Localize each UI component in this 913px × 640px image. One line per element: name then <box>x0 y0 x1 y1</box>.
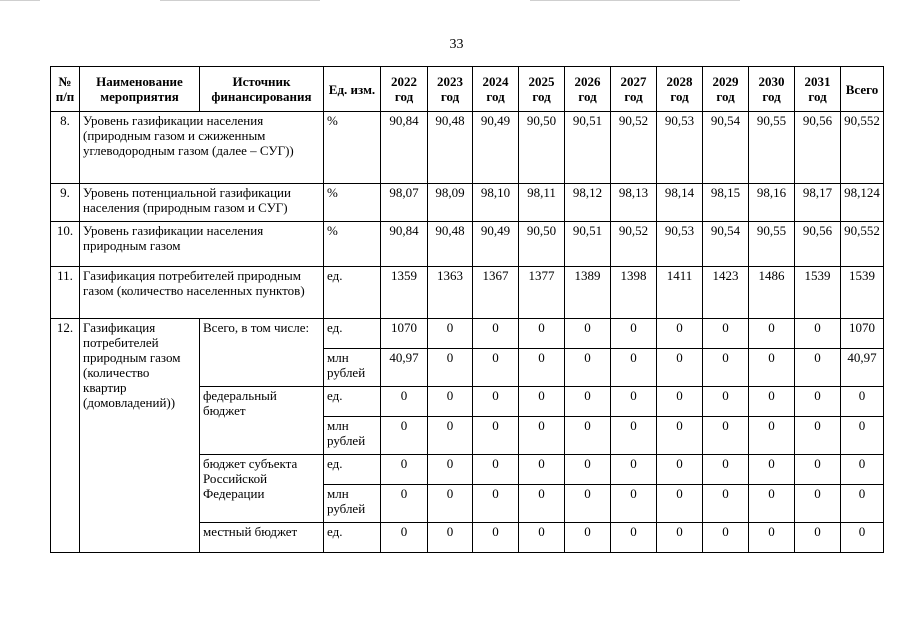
year-value: 90,54 <box>703 222 749 267</box>
header-year: 2025 год <box>519 67 565 112</box>
indicators-table <box>50 66 884 553</box>
year-value: 0 <box>473 523 519 553</box>
year-value: 98,09 <box>428 184 473 222</box>
row-unit: млн рублей <box>324 417 381 455</box>
year-value: 1539 <box>795 267 841 319</box>
year-value: 0 <box>703 417 749 455</box>
year-value: 0 <box>428 349 473 387</box>
scan-edge-line-right <box>530 0 740 1</box>
year-value: 0 <box>657 387 703 417</box>
year-value: 0 <box>795 417 841 455</box>
year-value: 0 <box>565 485 611 523</box>
year-value: 0 <box>381 417 428 455</box>
header-year: 2027 год <box>611 67 657 112</box>
year-value: 0 <box>611 523 657 553</box>
year-value: 90,56 <box>795 222 841 267</box>
year-value: 98,07 <box>381 184 428 222</box>
year-value: 1423 <box>703 267 749 319</box>
year-value: 90,55 <box>749 222 795 267</box>
funding-source: бюджет субъекта Российской Федерации <box>200 455 324 523</box>
year-value: 0 <box>565 523 611 553</box>
year-value: 0 <box>381 485 428 523</box>
row-name: Уровень газификации населения природным газом <box>80 222 324 267</box>
total-value: 0 <box>841 417 884 455</box>
year-value: 0 <box>611 349 657 387</box>
year-value: 90,49 <box>473 222 519 267</box>
year-value: 0 <box>519 417 565 455</box>
page-number: 33 <box>449 37 464 52</box>
year-value: 90,84 <box>381 112 428 184</box>
row-unit: млн рублей <box>324 349 381 387</box>
row-number: 12. <box>51 319 80 553</box>
row-name: Газификация потребителей природным газом (количество населенных пунктов) <box>80 267 324 319</box>
year-value: 0 <box>795 349 841 387</box>
row-name: Газификация потребителей природным газом (количество квартир (домовладений)) <box>80 319 200 553</box>
year-value: 40,97 <box>381 349 428 387</box>
year-value: 98,12 <box>565 184 611 222</box>
total-value: 0 <box>841 523 884 553</box>
year-value: 0 <box>428 485 473 523</box>
year-value: 0 <box>565 349 611 387</box>
year-value: 0 <box>795 523 841 553</box>
year-value: 0 <box>381 523 428 553</box>
year-value: 0 <box>428 417 473 455</box>
year-value: 0 <box>565 455 611 485</box>
year-value: 0 <box>428 455 473 485</box>
year-value: 0 <box>795 485 841 523</box>
total-value: 0 <box>841 455 884 485</box>
year-value: 90,48 <box>428 112 473 184</box>
row-unit: % <box>324 112 381 184</box>
total-value: 0 <box>841 485 884 523</box>
header-year: 2031 год <box>795 67 841 112</box>
year-value: 90,49 <box>473 112 519 184</box>
funding-source: федеральный бюджет <box>200 387 324 455</box>
header-year: 2030 год <box>749 67 795 112</box>
header-year: 2022 год <box>381 67 428 112</box>
header-source: Источник финансирования <box>200 67 324 112</box>
year-value: 90,52 <box>611 112 657 184</box>
year-value: 0 <box>795 387 841 417</box>
year-value: 90,50 <box>519 112 565 184</box>
year-value: 0 <box>703 523 749 553</box>
year-value: 0 <box>795 455 841 485</box>
year-value: 0 <box>473 387 519 417</box>
header-year: 2028 год <box>657 67 703 112</box>
year-value: 0 <box>749 319 795 349</box>
header-year: 2026 год <box>565 67 611 112</box>
year-value: 0 <box>519 485 565 523</box>
year-value: 0 <box>749 417 795 455</box>
year-value: 1359 <box>381 267 428 319</box>
table-row <box>51 267 884 319</box>
year-value: 0 <box>381 455 428 485</box>
table-row <box>51 184 884 222</box>
year-value: 0 <box>519 523 565 553</box>
year-value: 0 <box>565 387 611 417</box>
year-value: 90,48 <box>428 222 473 267</box>
year-value: 90,52 <box>611 222 657 267</box>
year-value: 90,55 <box>749 112 795 184</box>
year-value: 0 <box>749 455 795 485</box>
header-year: 2029 год <box>703 67 749 112</box>
row-unit: ед. <box>324 523 381 553</box>
year-value: 98,15 <box>703 184 749 222</box>
year-value: 0 <box>657 523 703 553</box>
year-value: 98,10 <box>473 184 519 222</box>
year-value: 90,84 <box>381 222 428 267</box>
header-year: 2023 год <box>428 67 473 112</box>
year-value: 0 <box>703 319 749 349</box>
year-value: 0 <box>657 455 703 485</box>
row-number: 11. <box>51 267 80 319</box>
year-value: 0 <box>381 387 428 417</box>
year-value: 0 <box>611 387 657 417</box>
row-number: 10. <box>51 222 80 267</box>
funding-source: Всего, в том числе: <box>200 319 324 387</box>
row-unit: % <box>324 222 381 267</box>
scan-edge-line-mid <box>160 0 320 1</box>
header-row <box>51 67 884 112</box>
year-value: 0 <box>565 319 611 349</box>
year-value: 0 <box>473 417 519 455</box>
year-value: 0 <box>519 455 565 485</box>
year-value: 0 <box>703 349 749 387</box>
total-value: 1539 <box>841 267 884 319</box>
year-value: 0 <box>657 485 703 523</box>
year-value: 0 <box>519 349 565 387</box>
row-unit: ед. <box>324 455 381 485</box>
year-value: 90,56 <box>795 112 841 184</box>
year-value: 90,54 <box>703 112 749 184</box>
row-unit: млн рублей <box>324 485 381 523</box>
total-value: 0 <box>841 387 884 417</box>
year-value: 0 <box>428 523 473 553</box>
row-unit: % <box>324 184 381 222</box>
year-value: 1411 <box>657 267 703 319</box>
total-value: 98,124 <box>841 184 884 222</box>
row-number: 8. <box>51 112 80 184</box>
year-value: 0 <box>703 387 749 417</box>
year-value: 98,11 <box>519 184 565 222</box>
row-name: Уровень газификации населения (природным газом и сжиженным углеводородным газом (далее – СУГ)) <box>80 112 324 184</box>
year-value: 98,16 <box>749 184 795 222</box>
row-unit: ед. <box>324 387 381 417</box>
year-value: 0 <box>473 319 519 349</box>
year-value: 90,51 <box>565 222 611 267</box>
year-value: 0 <box>611 417 657 455</box>
year-value: 0 <box>565 417 611 455</box>
year-value: 0 <box>657 319 703 349</box>
year-value: 1377 <box>519 267 565 319</box>
year-value: 0 <box>703 485 749 523</box>
year-value: 0 <box>611 319 657 349</box>
year-value: 1363 <box>428 267 473 319</box>
year-value: 0 <box>749 523 795 553</box>
year-value: 1367 <box>473 267 519 319</box>
year-value: 98,13 <box>611 184 657 222</box>
year-value: 0 <box>473 455 519 485</box>
header-year: 2024 год <box>473 67 519 112</box>
row-unit: ед. <box>324 267 381 319</box>
year-value: 98,14 <box>657 184 703 222</box>
year-value: 0 <box>611 455 657 485</box>
year-value: 0 <box>519 319 565 349</box>
header-unit: Ед. изм. <box>324 67 381 112</box>
year-value: 0 <box>473 485 519 523</box>
year-value: 0 <box>749 387 795 417</box>
total-value: 40,97 <box>841 349 884 387</box>
year-value: 1486 <box>749 267 795 319</box>
year-value: 0 <box>749 349 795 387</box>
year-value: 0 <box>657 417 703 455</box>
year-value: 0 <box>703 455 749 485</box>
scan-edge-line-left <box>0 0 40 1</box>
year-value: 90,53 <box>657 112 703 184</box>
year-value: 0 <box>473 349 519 387</box>
year-value: 98,17 <box>795 184 841 222</box>
funding-source: местный бюджет <box>200 523 324 553</box>
year-value: 1389 <box>565 267 611 319</box>
year-value: 0 <box>611 485 657 523</box>
year-value: 0 <box>428 319 473 349</box>
header-total: Всего <box>841 67 884 112</box>
year-value: 1070 <box>381 319 428 349</box>
year-value: 0 <box>519 387 565 417</box>
year-value: 90,50 <box>519 222 565 267</box>
year-value: 90,51 <box>565 112 611 184</box>
table-row <box>51 112 884 184</box>
row-name: Уровень потенциальной газификации населения (природным газом и СУГ) <box>80 184 324 222</box>
year-value: 0 <box>749 485 795 523</box>
row-unit: ед. <box>324 319 381 349</box>
header-name: Наименование мероприятия <box>80 67 200 112</box>
table-row <box>51 319 884 349</box>
table-row <box>51 222 884 267</box>
year-value: 90,53 <box>657 222 703 267</box>
year-value: 0 <box>795 319 841 349</box>
year-value: 0 <box>657 349 703 387</box>
total-value: 90,552 <box>841 222 884 267</box>
total-value: 90,552 <box>841 112 884 184</box>
total-value: 1070 <box>841 319 884 349</box>
year-value: 1398 <box>611 267 657 319</box>
year-value: 0 <box>428 387 473 417</box>
header-num: № п/п <box>51 67 80 112</box>
row-number: 9. <box>51 184 80 222</box>
